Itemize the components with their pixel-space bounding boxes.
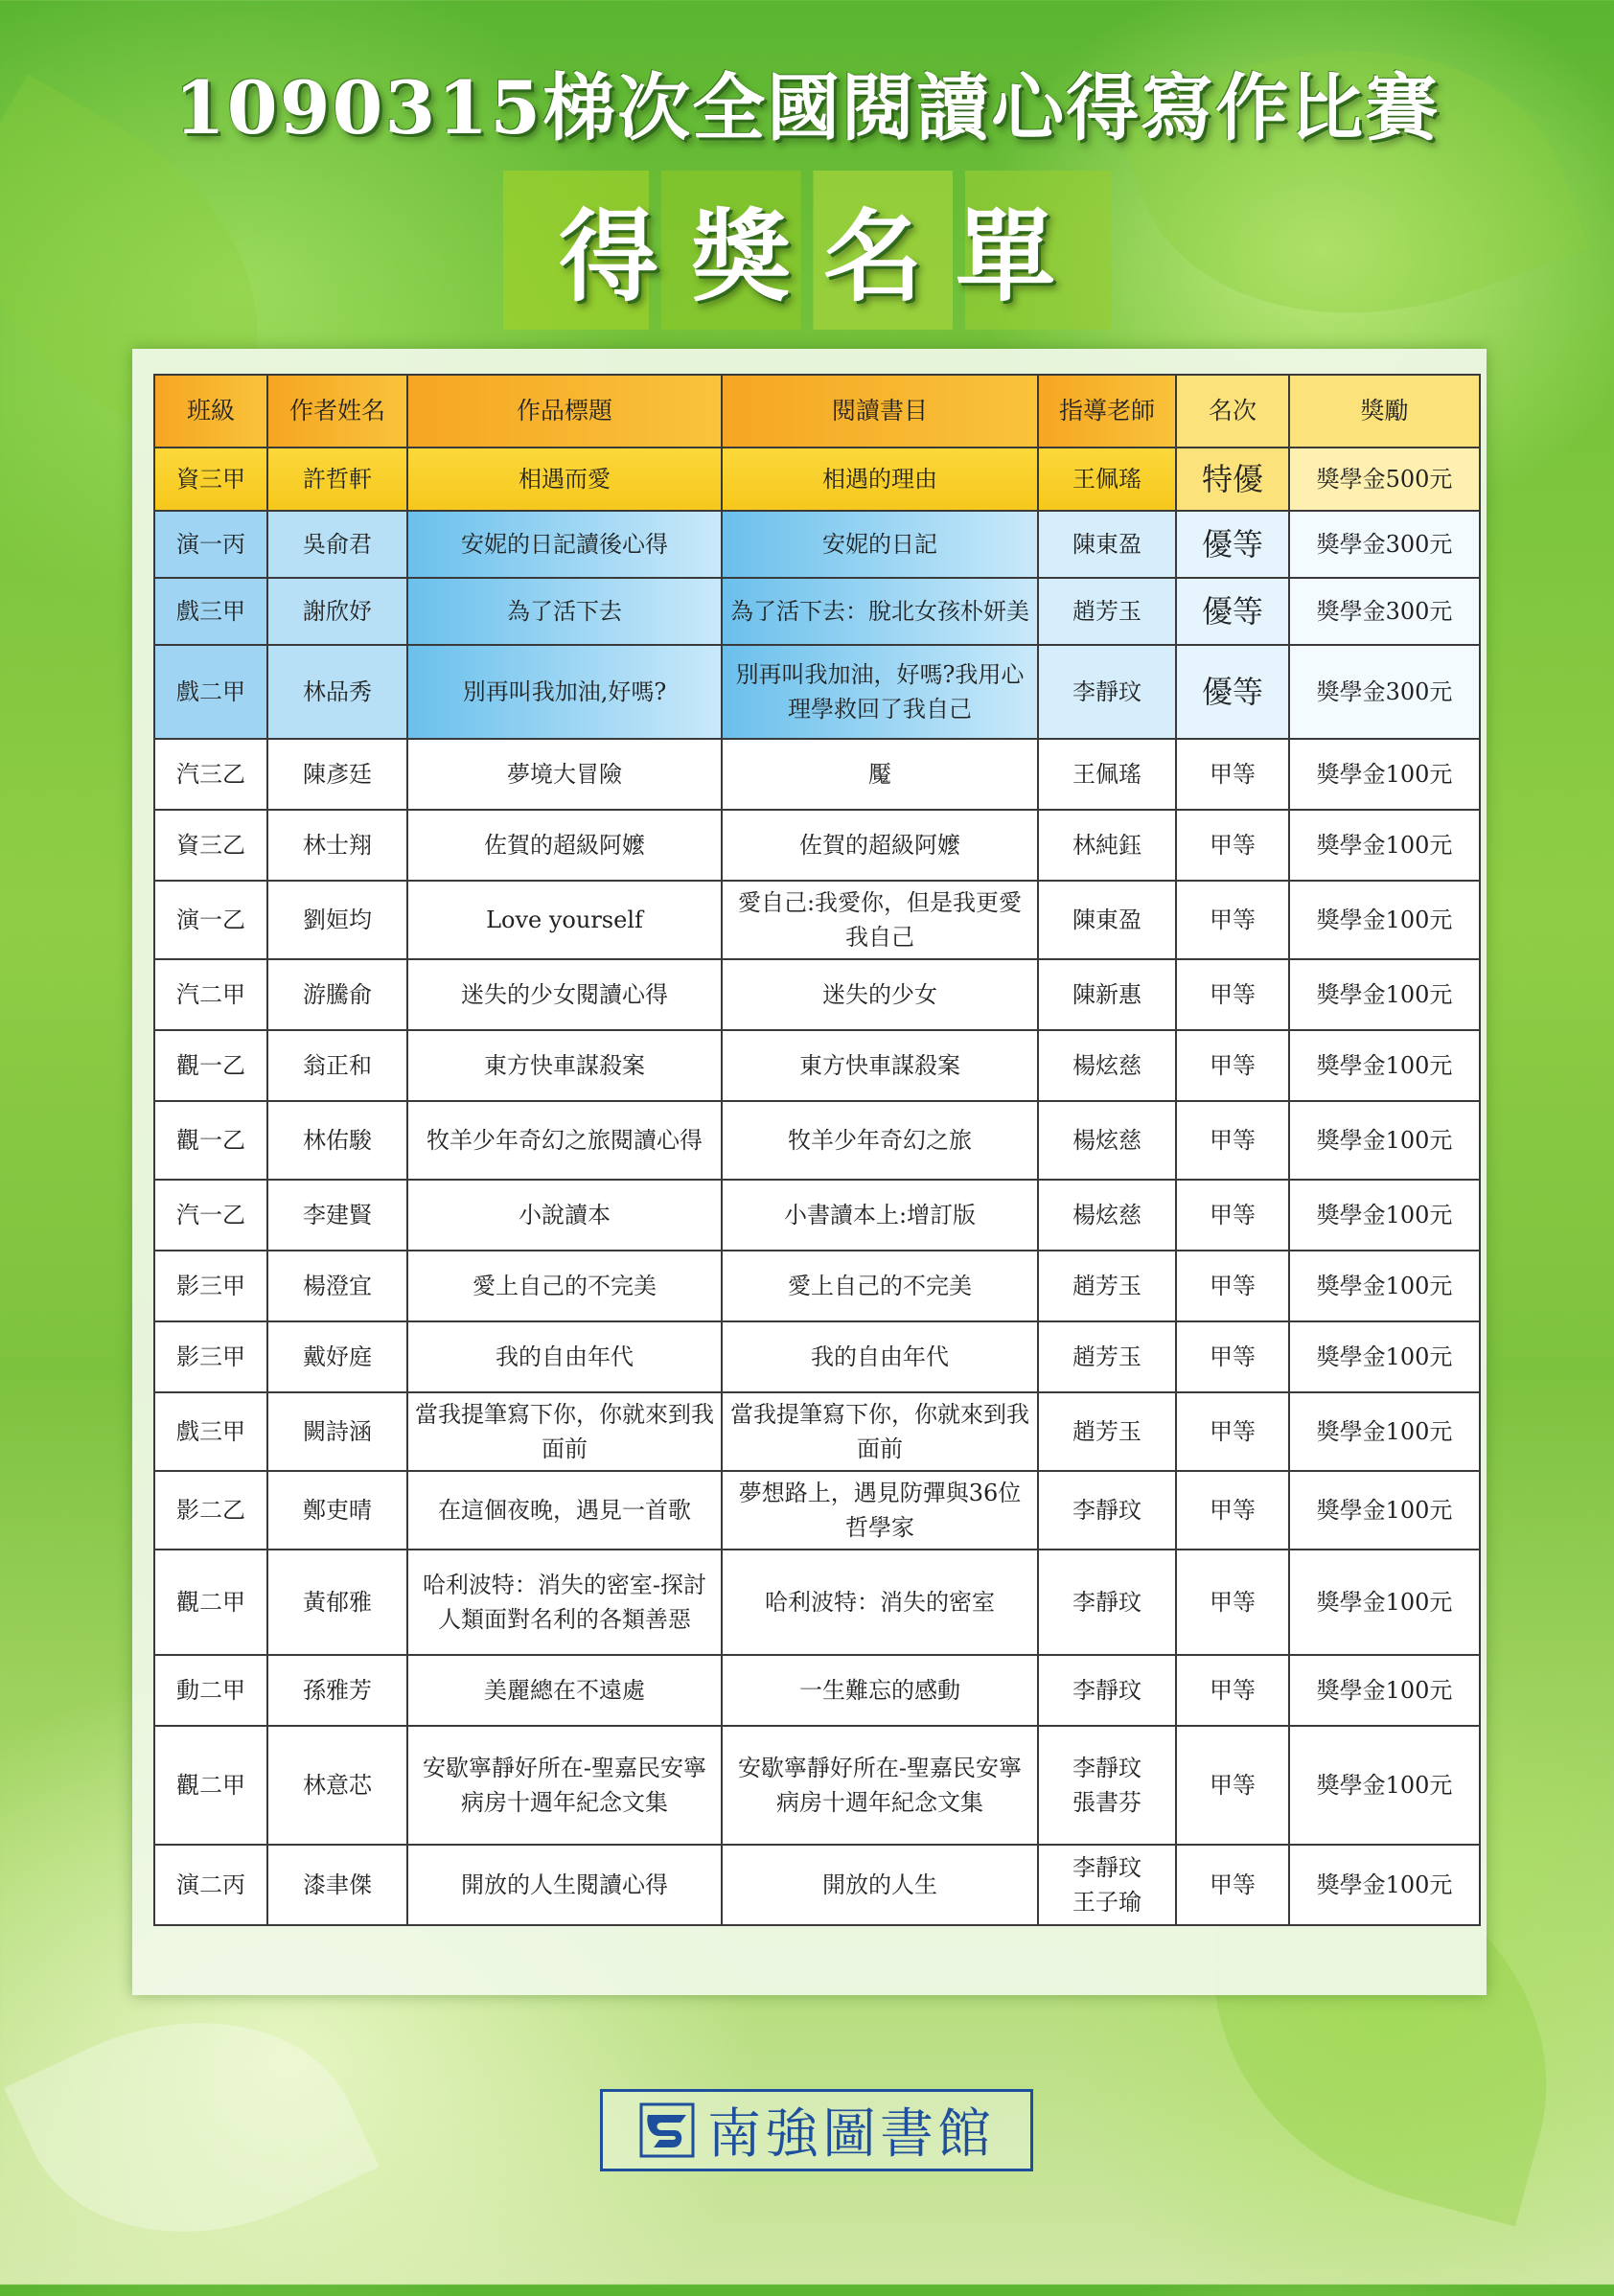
cell-teacher: 陳新惠 — [1038, 959, 1176, 1030]
cell-class: 影二乙 — [154, 1471, 267, 1550]
cell-book: 當我提筆寫下你，你就來到我面前 — [722, 1392, 1038, 1471]
cell-reward: 獎學金300元 — [1289, 645, 1480, 739]
cell-rank: 甲等 — [1176, 1101, 1289, 1180]
table-row — [154, 1030, 1480, 1101]
cell-rank: 甲等 — [1176, 1030, 1289, 1101]
header-class: 班級 — [154, 375, 267, 448]
cell-author: 吳俞君 — [267, 511, 407, 578]
cell-book: 開放的人生 — [722, 1845, 1038, 1925]
cell-reward: 獎學金100元 — [1289, 1655, 1480, 1726]
cell-work-title: 哈利波特：消失的密室-探討人類面對名利的各類善惡 — [407, 1550, 722, 1655]
library-name: 南強圖書館 — [707, 2103, 995, 2166]
cell-book: 為了活下去：脫北女孩朴妍美 — [722, 578, 1038, 645]
cell-author: 許哲軒 — [267, 448, 407, 511]
cell-author: 楊澄宜 — [267, 1251, 407, 1321]
cell-rank: 甲等 — [1176, 1321, 1289, 1392]
cell-teacher: 楊炫慈 — [1038, 1030, 1176, 1101]
background-leaf — [4, 1959, 379, 2296]
cell-work-title: 在這個夜晚，遇見一首歌 — [407, 1471, 722, 1550]
cell-author: 林意芯 — [267, 1726, 407, 1845]
cell-book: 別再叫我加油，好嗎?我用心理學救回了我自己 — [722, 645, 1038, 739]
table-row — [154, 578, 1480, 645]
cell-book: 相遇的理由 — [722, 448, 1038, 511]
cell-rank: 優等 — [1176, 511, 1289, 578]
table-row — [154, 881, 1480, 959]
cell-teacher: 趙芳玉 — [1038, 1392, 1176, 1471]
cell-rank: 甲等 — [1176, 959, 1289, 1030]
table-row — [154, 1251, 1480, 1321]
cell-rank: 甲等 — [1176, 1251, 1289, 1321]
cell-rank: 甲等 — [1176, 1471, 1289, 1550]
cell-author: 謝欣妤 — [267, 578, 407, 645]
cell-rank: 優等 — [1176, 578, 1289, 645]
cell-author: 林佑駿 — [267, 1101, 407, 1180]
table-row — [154, 1321, 1480, 1392]
table-row — [154, 1180, 1480, 1251]
cell-class: 觀二甲 — [154, 1550, 267, 1655]
cell-work-title: 安妮的日記讀後心得 — [407, 511, 722, 578]
cell-work-title: 我的自由年代 — [407, 1321, 722, 1392]
table-row — [154, 511, 1480, 578]
table-row — [154, 810, 1480, 881]
cell-class: 觀一乙 — [154, 1101, 267, 1180]
cell-reward: 獎學金100元 — [1289, 739, 1480, 810]
cell-teacher: 林純鈺 — [1038, 810, 1176, 881]
cell-author: 林士翔 — [267, 810, 407, 881]
cell-rank: 甲等 — [1176, 881, 1289, 959]
cell-teacher: 李靜玟 張書芬 — [1038, 1726, 1176, 1845]
cell-class: 演二丙 — [154, 1845, 267, 1925]
table-row — [154, 1845, 1480, 1925]
cell-book: 夢想路上，遇見防彈與36位哲學家 — [722, 1471, 1038, 1550]
cell-rank: 甲等 — [1176, 1392, 1289, 1471]
cell-rank: 優等 — [1176, 645, 1289, 739]
cell-teacher: 李靜玟 — [1038, 1550, 1176, 1655]
cell-class: 影三甲 — [154, 1321, 267, 1392]
cell-rank: 甲等 — [1176, 739, 1289, 810]
cell-rank: 甲等 — [1176, 810, 1289, 881]
cell-class: 演一丙 — [154, 511, 267, 578]
cell-work-title: 美麗總在不遠處 — [407, 1655, 722, 1726]
cell-work-title: 佐賀的超級阿嬤 — [407, 810, 722, 881]
table-header-row — [154, 375, 1480, 448]
cell-book: 我的自由年代 — [722, 1321, 1038, 1392]
cell-book: 迷失的少女 — [722, 959, 1038, 1030]
cell-teacher: 趙芳玉 — [1038, 1251, 1176, 1321]
cell-teacher: 王佩瑤 — [1038, 739, 1176, 810]
cell-teacher: 楊炫慈 — [1038, 1180, 1176, 1251]
cell-class: 觀二甲 — [154, 1726, 267, 1845]
header-book: 閱讀書目 — [722, 375, 1038, 448]
cell-rank: 甲等 — [1176, 1726, 1289, 1845]
table-row — [154, 448, 1480, 511]
cell-book: 愛自己:我愛你，但是我更愛我自己 — [722, 881, 1038, 959]
cell-teacher: 趙芳玉 — [1038, 1321, 1176, 1392]
cell-reward: 獎學金100元 — [1289, 810, 1480, 881]
cell-work-title: 相遇而愛 — [407, 448, 722, 511]
cell-reward: 獎學金100元 — [1289, 1392, 1480, 1471]
cell-book: 魘 — [722, 739, 1038, 810]
cell-book: 佐賀的超級阿嬤 — [722, 810, 1038, 881]
cell-teacher: 李靜玟 — [1038, 1471, 1176, 1550]
table-row — [154, 1726, 1480, 1845]
table-row — [154, 1655, 1480, 1726]
cell-reward: 獎學金100元 — [1289, 1726, 1480, 1845]
cell-class: 汽三乙 — [154, 739, 267, 810]
cell-work-title: 牧羊少年奇幻之旅閱讀心得 — [407, 1101, 722, 1180]
cell-book: 安歇寧靜好所在-聖嘉民安寧病房十週年紀念文集 — [722, 1726, 1038, 1845]
cell-author: 陳彥廷 — [267, 739, 407, 810]
cell-class: 演一乙 — [154, 881, 267, 959]
cell-author: 劉姮均 — [267, 881, 407, 959]
cell-work-title: 為了活下去 — [407, 578, 722, 645]
cell-book: 愛上自己的不完美 — [722, 1251, 1038, 1321]
cell-author: 黃郁雅 — [267, 1550, 407, 1655]
cell-class: 戲二甲 — [154, 645, 267, 739]
cell-reward: 獎學金300元 — [1289, 511, 1480, 578]
cell-teacher: 楊炫慈 — [1038, 1101, 1176, 1180]
cell-author: 鄭吏晴 — [267, 1471, 407, 1550]
cell-class: 動二甲 — [154, 1655, 267, 1726]
cell-author: 孫雅芳 — [267, 1655, 407, 1726]
cell-class: 汽一乙 — [154, 1180, 267, 1251]
cell-reward: 獎學金100元 — [1289, 1180, 1480, 1251]
cell-reward: 獎學金100元 — [1289, 881, 1480, 959]
table-row — [154, 739, 1480, 810]
page-title: 1090315梯次全國閱讀心得寫作比賽 — [173, 65, 1441, 150]
cell-reward: 獎學金100元 — [1289, 1321, 1480, 1392]
table-row — [154, 1392, 1480, 1471]
cell-reward: 獎學金100元 — [1289, 1845, 1480, 1925]
page-subtitle: 得獎名單 — [503, 171, 1111, 330]
cell-author: 游騰俞 — [267, 959, 407, 1030]
library-logo — [600, 2089, 1033, 2171]
cell-rank: 甲等 — [1176, 1845, 1289, 1925]
cell-work-title: 小說讀本 — [407, 1180, 722, 1251]
cell-author: 戴妤庭 — [267, 1321, 407, 1392]
cell-class: 影三甲 — [154, 1251, 267, 1321]
cell-work-title: Love yourself — [407, 881, 722, 959]
cell-book: 哈利波特：消失的密室 — [722, 1550, 1038, 1655]
cell-teacher: 陳東盈 — [1038, 881, 1176, 959]
cell-reward: 獎學金100元 — [1289, 1101, 1480, 1180]
cell-class: 觀一乙 — [154, 1030, 267, 1101]
table-row — [154, 645, 1480, 739]
cell-author: 漆聿傑 — [267, 1845, 407, 1925]
header-work-title: 作品標題 — [407, 375, 722, 448]
cell-reward: 獎學金100元 — [1289, 1471, 1480, 1550]
cell-teacher: 陳東盈 — [1038, 511, 1176, 578]
table-row — [154, 1101, 1480, 1180]
table-row — [154, 959, 1480, 1030]
cell-book: 小書讀本上:增訂版 — [722, 1180, 1038, 1251]
cell-work-title: 迷失的少女閱讀心得 — [407, 959, 722, 1030]
header-teacher: 指導老師 — [1038, 375, 1176, 448]
cell-teacher: 趙芳玉 — [1038, 578, 1176, 645]
cell-author: 翁正和 — [267, 1030, 407, 1101]
cell-reward: 獎學金100元 — [1289, 959, 1480, 1030]
cell-class: 戲三甲 — [154, 578, 267, 645]
cell-work-title: 夢境大冒險 — [407, 739, 722, 810]
cell-class: 汽二甲 — [154, 959, 267, 1030]
cell-class: 資三乙 — [154, 810, 267, 881]
table-row — [154, 1471, 1480, 1550]
cell-reward: 獎學金100元 — [1289, 1030, 1480, 1101]
library-logo-icon — [638, 2101, 696, 2159]
cell-rank: 特優 — [1176, 448, 1289, 511]
cell-rank: 甲等 — [1176, 1550, 1289, 1655]
subtitle-wrap — [0, 171, 1614, 330]
cell-reward: 獎學金500元 — [1289, 448, 1480, 511]
cell-reward: 獎學金300元 — [1289, 578, 1480, 645]
cell-book: 安妮的日記 — [722, 511, 1038, 578]
cell-class: 戲三甲 — [154, 1392, 267, 1471]
cell-teacher: 王佩瑤 — [1038, 448, 1176, 511]
cell-work-title: 別再叫我加油,好嗎? — [407, 645, 722, 739]
cell-book: 牧羊少年奇幻之旅 — [722, 1101, 1038, 1180]
awards-table — [153, 374, 1481, 1926]
header-reward: 獎勵 — [1289, 375, 1480, 448]
cell-teacher: 李靜玟 王子瑜 — [1038, 1845, 1176, 1925]
cell-work-title: 東方快車謀殺案 — [407, 1030, 722, 1101]
cell-book: 一生難忘的感動 — [722, 1655, 1038, 1726]
cell-author: 李建賢 — [267, 1180, 407, 1251]
cell-author: 林品秀 — [267, 645, 407, 739]
table-body — [154, 448, 1480, 1925]
cell-author: 闕詩涵 — [267, 1392, 407, 1471]
cell-teacher: 李靜玟 — [1038, 1655, 1176, 1726]
cell-rank: 甲等 — [1176, 1180, 1289, 1251]
cell-class: 資三甲 — [154, 448, 267, 511]
cell-book: 東方快車謀殺案 — [722, 1030, 1038, 1101]
cell-rank: 甲等 — [1176, 1655, 1289, 1726]
header-rank: 名次 — [1176, 375, 1289, 448]
cell-work-title: 當我提筆寫下你，你就來到我面前 — [407, 1392, 722, 1471]
table-row — [154, 1550, 1480, 1655]
cell-teacher: 李靜玟 — [1038, 645, 1176, 739]
cell-reward: 獎學金100元 — [1289, 1550, 1480, 1655]
header-author: 作者姓名 — [267, 375, 407, 448]
cell-work-title: 愛上自己的不完美 — [407, 1251, 722, 1321]
cell-reward: 獎學金100元 — [1289, 1251, 1480, 1321]
cell-work-title: 安歇寧靜好所在-聖嘉民安寧病房十週年紀念文集 — [407, 1726, 722, 1845]
cell-work-title: 開放的人生閱讀心得 — [407, 1845, 722, 1925]
